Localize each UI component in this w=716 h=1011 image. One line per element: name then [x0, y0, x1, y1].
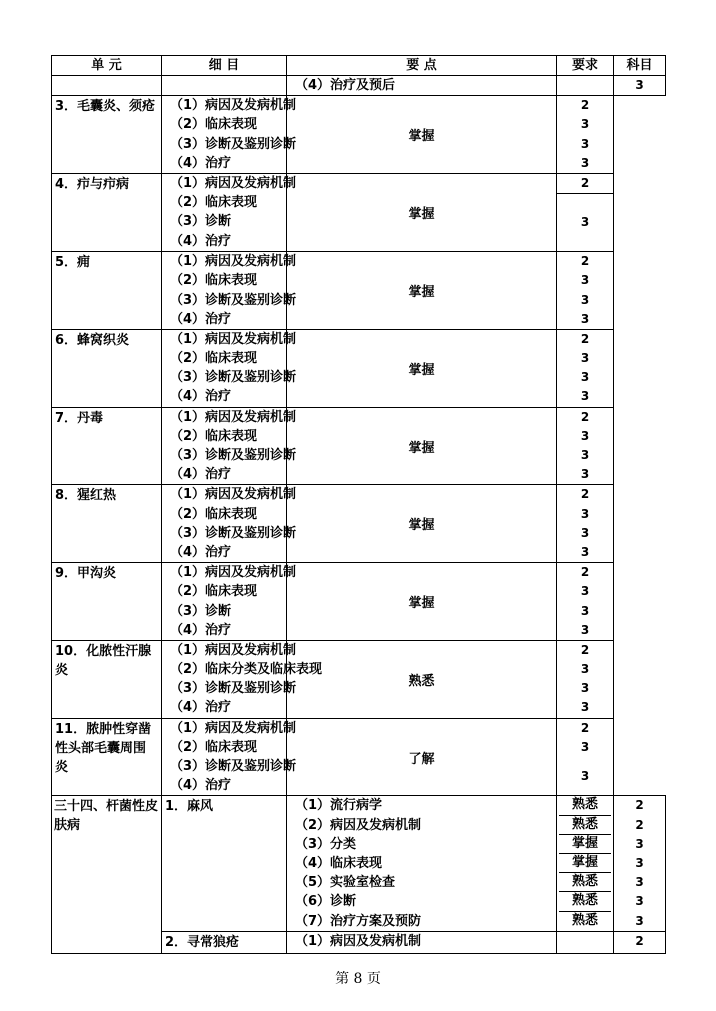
subject-value: 3 — [580, 155, 590, 170]
subject-value: 2 — [635, 798, 644, 813]
point-line: （2）临床表现 — [170, 195, 258, 211]
subject-value: 3 — [580, 662, 590, 677]
subject-value: 3 — [580, 428, 590, 443]
point-line: （1）病因及发病机制 — [170, 487, 297, 503]
point-line: （4）治疗及预后 — [295, 78, 396, 93]
subject-value: 2 — [580, 565, 590, 580]
requirement-value: 熟悉 — [287, 640, 557, 718]
subject-value: 3 — [635, 855, 644, 870]
point-line: （4）治疗 — [170, 467, 232, 483]
subject-value: 3 — [580, 273, 590, 288]
table-row — [52, 173, 666, 251]
subject-value: 3 — [635, 894, 644, 909]
subject-value: 2 — [580, 98, 590, 113]
point-line: （4）临床表现 — [295, 855, 383, 871]
header-subject: 科目 — [614, 56, 666, 76]
point-line: （3）诊断及鉴别诊断 — [170, 759, 297, 774]
subject-value: 3 — [635, 836, 644, 851]
topic-label: 6．蜂窝织炎 — [55, 332, 130, 348]
point-line: （4）治疗 — [170, 544, 232, 560]
point-line: （1）病因及发病机制 — [170, 331, 297, 347]
point-line: （3）诊断及鉴别诊断 — [170, 136, 297, 152]
point-line: （2）临床表现 — [170, 273, 258, 289]
subject-value: 3 — [580, 769, 590, 783]
table-row — [52, 407, 666, 485]
carry-topic — [162, 76, 287, 96]
subject-value: 3 — [580, 370, 590, 385]
point-line: （3）诊断及鉴别诊断 — [170, 292, 297, 308]
requirement-value: 掌握 — [559, 835, 611, 854]
table-row — [52, 718, 666, 796]
header-requirement: 要求 — [557, 56, 614, 76]
header-item: 细 目 — [162, 56, 287, 76]
point-line: （2）临床表现 — [170, 506, 258, 522]
topic-label: 2．寻常狼疮 — [165, 934, 240, 950]
point-line: （2）临床分类及临床表现 — [170, 662, 323, 678]
topic-label: 4．疖与疖病 — [55, 176, 130, 192]
requirement-value: 掌握 — [287, 173, 557, 251]
point-line: （3）分类 — [295, 836, 357, 852]
topic-label: 9．甲沟炎 — [55, 566, 117, 582]
topic-label: 7．丹毒 — [55, 410, 104, 426]
subject-value: 3 — [580, 622, 590, 637]
point-line: （6）诊断 — [295, 894, 357, 910]
point-line: （4）治疗 — [170, 311, 232, 327]
requirement-value: 熟悉 — [559, 796, 611, 815]
subject-value: 3 — [580, 292, 590, 307]
subject-value: 3 — [580, 215, 590, 230]
table-row — [52, 485, 666, 563]
point-line: （3）诊断 — [170, 214, 232, 230]
point-line: （2）临床表现 — [170, 739, 258, 755]
requirement-value: 了解 — [287, 718, 557, 796]
point-line: （4）治疗 — [170, 389, 232, 405]
requirement-value: 掌握 — [287, 407, 557, 485]
subject-value: 2 — [580, 642, 590, 657]
subject-value: 2 — [635, 817, 644, 832]
subject-value: 3 — [580, 603, 590, 618]
topic-label: 3．毛囊炎、须疮 — [55, 99, 156, 115]
requirement-value: 熟悉 — [559, 816, 611, 835]
point-line: （2）临床表现 — [170, 428, 258, 444]
table-row — [52, 796, 666, 931]
point-line: （3）诊断及鉴别诊断 — [170, 525, 297, 541]
subject-value: 3 — [580, 448, 590, 462]
topic-label: 8．猩红热 — [55, 488, 117, 504]
subject-value: 3 — [635, 78, 644, 92]
subject-value: 3 — [635, 875, 644, 890]
subject-value: 3 — [580, 681, 590, 696]
point-line: （3）诊断及鉴别诊断 — [170, 448, 297, 463]
point-line: （4）治疗 — [170, 778, 232, 794]
subject-value: 2 — [580, 720, 590, 735]
requirement-value: 掌握 — [287, 563, 557, 641]
point-line: （1）病因及发病机制 — [170, 565, 297, 581]
subject-value: 3 — [580, 700, 590, 715]
subject-value: 3 — [580, 544, 590, 559]
topic-label: 1．麻风 — [165, 799, 214, 815]
point-line: （1）病因及发病机制 — [295, 933, 422, 949]
subject-value: 3 — [580, 584, 590, 599]
point-line: （2）病因及发病机制 — [295, 817, 422, 833]
point-line: （1）病因及发病机制 — [170, 409, 297, 425]
subject-value: 3 — [580, 136, 590, 151]
requirement-value: 掌握 — [287, 96, 557, 174]
point-line: （1）病因及发病机制 — [170, 98, 297, 114]
syllabus-table — [51, 55, 666, 954]
point-line: （2）临床表现 — [170, 351, 258, 367]
point-line: （5）实验室检查 — [295, 875, 396, 891]
topic-label: 10．化脓性汗腺炎 — [55, 643, 152, 678]
header-row — [52, 56, 666, 76]
table-row — [52, 329, 666, 407]
subject-value: 2 — [580, 331, 590, 346]
header-unit: 单 元 — [52, 56, 162, 76]
point-line: （2）临床表现 — [170, 117, 258, 133]
subject-value: 2 — [580, 409, 590, 424]
table-row — [52, 252, 666, 330]
requirement-value: 熟悉 — [559, 873, 611, 892]
unit-cell-continued — [52, 76, 162, 96]
table-row — [52, 96, 666, 174]
header-points: 要 点 — [287, 56, 557, 76]
requirement-value: 掌握 — [287, 485, 557, 563]
subject-value: 3 — [580, 525, 590, 540]
subject-value: 3 — [580, 117, 590, 132]
point-line: （4）治疗 — [170, 155, 232, 171]
point-line: （2）临床表现 — [170, 584, 258, 600]
point-line: （1）流行病学 — [295, 798, 383, 814]
point-line: （4）治疗 — [170, 233, 232, 249]
subject-value: 3 — [580, 311, 590, 326]
point-line: （1）病因及发病机制 — [170, 642, 297, 658]
subject-value: 3 — [580, 351, 590, 366]
subject-value: 2 — [557, 174, 613, 194]
point-line: （7）治疗方案及预防 — [295, 913, 422, 929]
subject-value: 2 — [580, 254, 590, 269]
requirement-value: 熟悉 — [571, 912, 598, 928]
topic-label: 5．痈 — [55, 255, 91, 271]
requirement-value: 掌握 — [287, 329, 557, 407]
requirement-value: 掌握 — [559, 854, 611, 873]
point-line: （3）诊断及鉴别诊断 — [170, 370, 297, 386]
point-line: （4）治疗 — [170, 700, 232, 716]
table-row — [52, 563, 666, 641]
requirement-value: 掌握 — [287, 252, 557, 330]
subject-value: 3 — [635, 913, 644, 928]
point-line: （3）诊断 — [170, 603, 232, 619]
page-number: 第 8 页 — [335, 971, 381, 987]
point-line: （1）病因及发病机制 — [170, 254, 297, 270]
subject-value: 3 — [580, 467, 590, 482]
point-line: （1）病因及发病机制 — [170, 175, 297, 191]
table-row — [52, 640, 666, 718]
carry-row — [52, 76, 666, 96]
requirement-value: 熟悉 — [559, 892, 611, 911]
topic-label: 11．脓肿性穿凿性头部毛囊周围炎 — [55, 721, 152, 775]
point-line: （4）治疗 — [170, 622, 232, 638]
subject-value: 2 — [580, 487, 590, 502]
subject-value: 3 — [580, 506, 590, 521]
subject-value: 3 — [580, 739, 590, 754]
subject-value: 3 — [580, 389, 590, 404]
point-line: （1）病因及发病机制 — [170, 720, 297, 736]
point-line: （3）诊断及鉴别诊断 — [170, 681, 297, 697]
subject-value: 2 — [635, 933, 644, 948]
unit-title: 三十四、杆菌性皮肤病 — [54, 799, 159, 834]
